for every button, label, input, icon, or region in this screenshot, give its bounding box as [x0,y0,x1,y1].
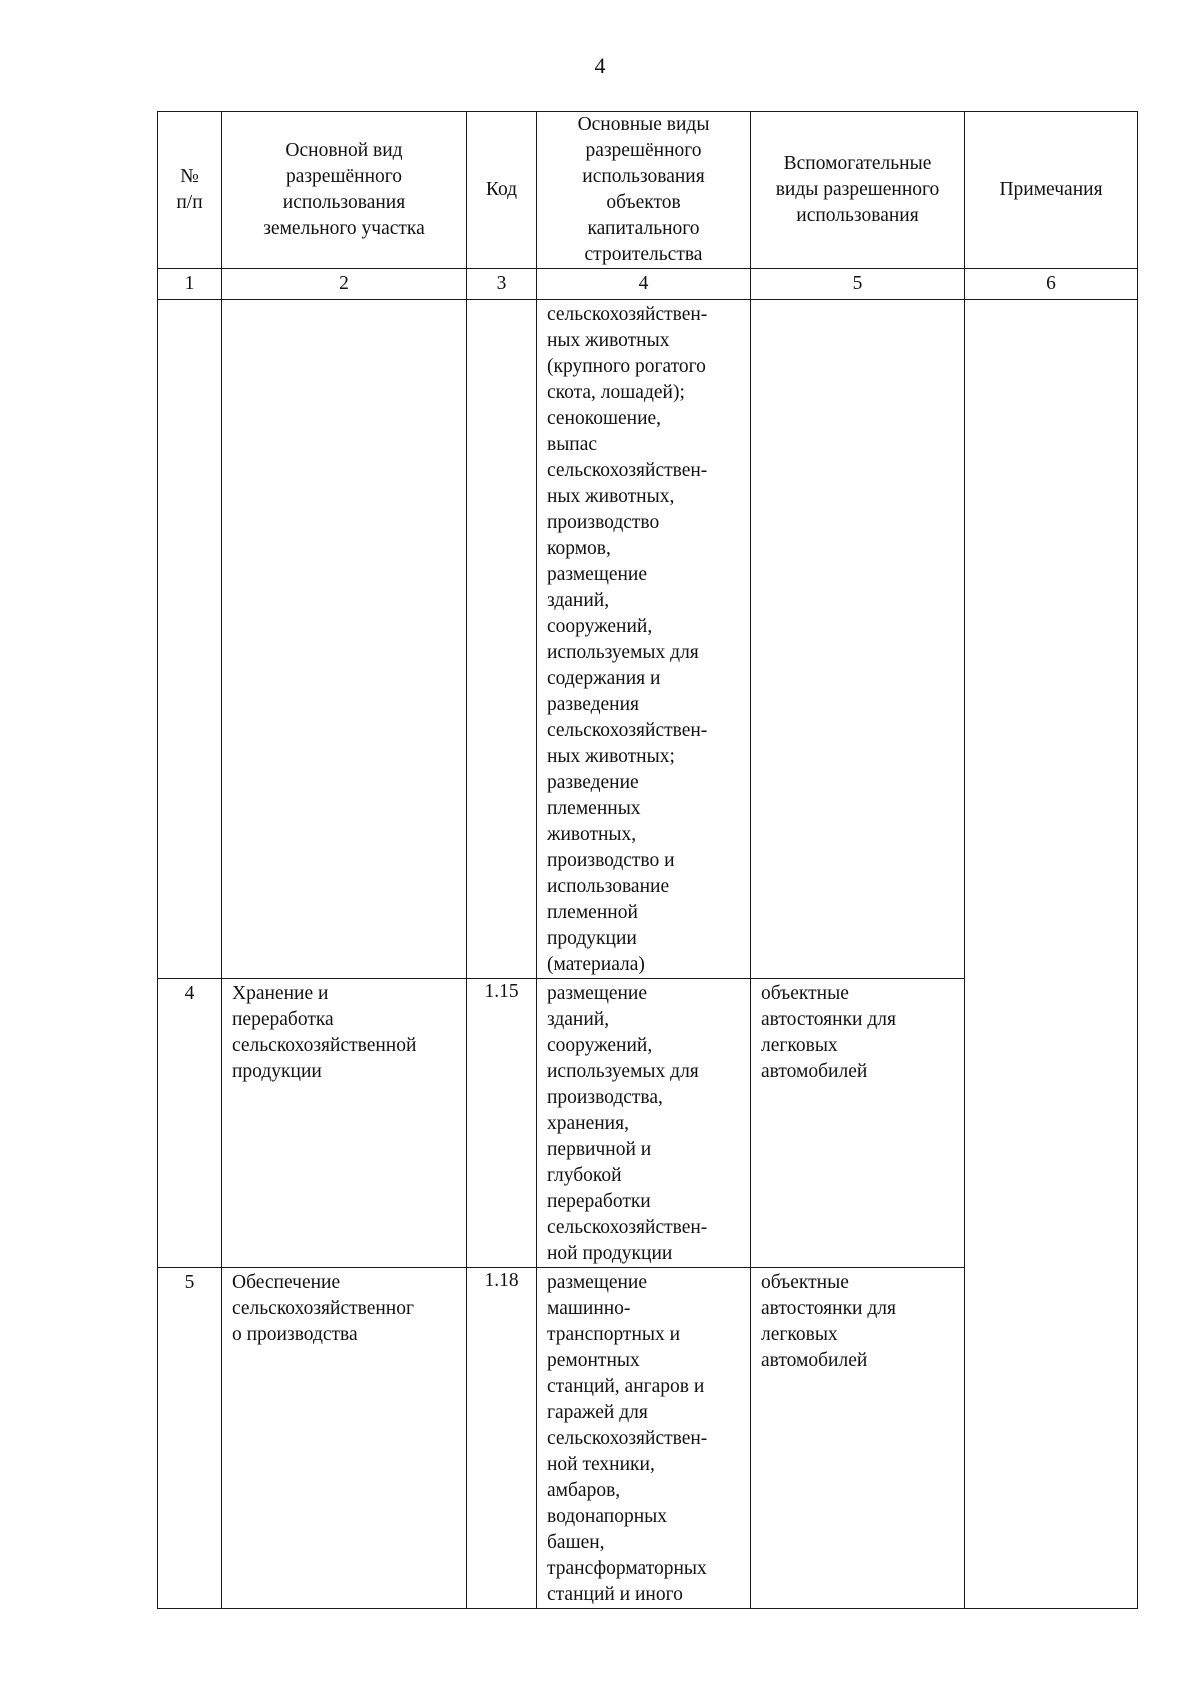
row-auxiliary-use [751,300,965,979]
header-main-land-use: Основной вид разрешённого использования земельного участка [222,112,467,269]
row-code: 1.15 [467,979,537,1268]
header-code: Код [467,112,537,269]
row-number: 4 [158,979,222,1268]
table-header-row [158,112,1138,269]
column-number-row [158,269,1138,300]
notes-cell [965,300,1138,1609]
row-main-building-use: размещение машинно- транспортных и ремонтных станций, ангаров и гаражей для сельскохозяйствен- ной техники, амбаров, водонапорных башен, трансформаторных станций и иного [537,1268,751,1609]
header-auxiliary-use: Вспомогательные виды разрешенного использования [751,112,965,269]
header-notes: Примечания [965,112,1138,269]
column-number: 4 [537,269,751,300]
header-main-building-use: Основные виды разрешённого использования объектов капитального строительства [537,112,751,269]
table-row [158,300,1138,979]
row-auxiliary-use: объектные автостоянки для легковых автомобилей [751,979,965,1268]
column-number: 3 [467,269,537,300]
row-auxiliary-use: объектные автостоянки для легковых автомобилей [751,1268,965,1609]
row-code [467,300,537,979]
page-number: 4 [594,53,606,78]
row-main-building-use: размещение зданий, сооружений, используемых для производства, хранения, первичной и глубокой переработки сельскохозяйствен- ной продукции [537,979,751,1268]
header-number: № п/п [158,112,222,269]
row-main-land-use [222,300,467,979]
column-number: 1 [158,269,222,300]
row-main-building-use: сельскохозяйствен- ных животных (крупного рогатого скота, лошадей); сенокошение, выпас сельскохозяйствен- ных животных, производство кормов, размещение зданий, сооружений, используемых для содержания и разведения сельскохозяйствен- ных животных; разведение племенных животных, производство и использование племенной продукции (материала) [537,300,751,979]
row-main-land-use: Обеспечение сельскохозяйственног о производства [222,1268,467,1609]
column-number: 6 [965,269,1138,300]
column-number: 2 [222,269,467,300]
row-number [158,300,222,979]
row-code: 1.18 [467,1268,537,1609]
column-number: 5 [751,269,965,300]
row-number: 5 [158,1268,222,1609]
land-use-table [157,111,1138,1609]
row-main-land-use: Хранение и переработка сельскохозяйственной продукции [222,979,467,1268]
